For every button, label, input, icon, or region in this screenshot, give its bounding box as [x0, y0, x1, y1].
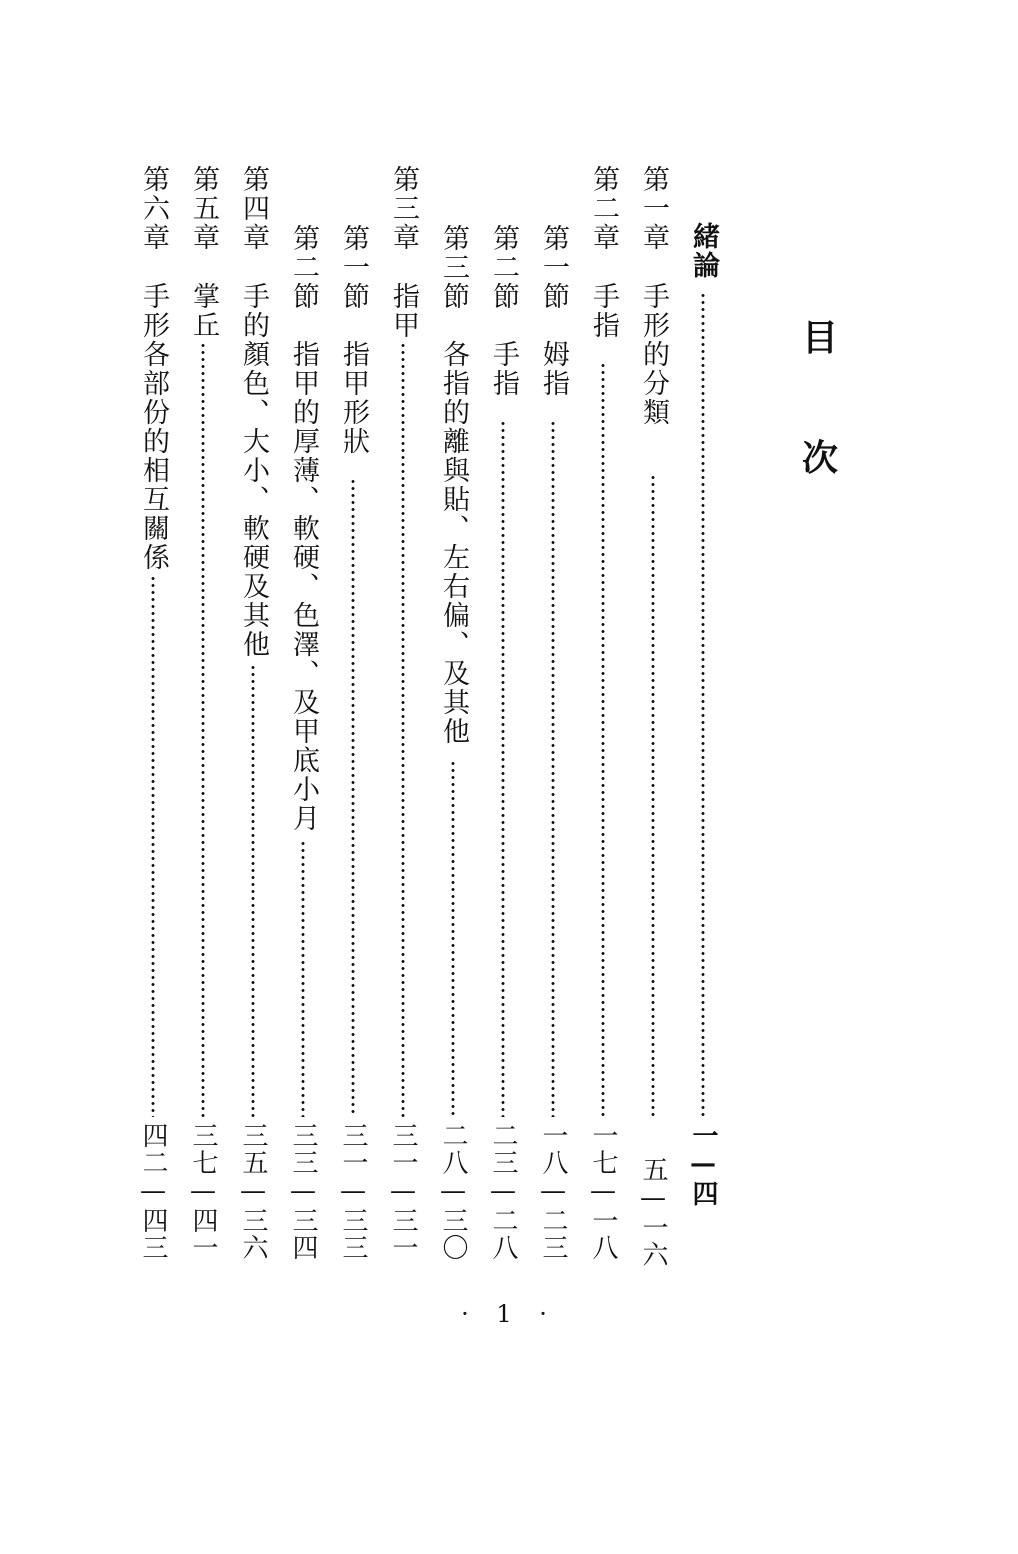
entry-title: 指甲的厚薄、軟硬、色澤、及甲底小月: [288, 340, 319, 833]
entry-pages: 一七—一八: [588, 1122, 618, 1261]
entry-title: 手指: [588, 282, 619, 340]
entry-pages: 三七—四一: [188, 1122, 218, 1261]
dot-leader: [251, 664, 255, 1117]
toc-entry-chapter-5: [185, 0, 221, 1300]
entry-title: 掌丘: [188, 282, 219, 340]
entry-title: 手的顏色、大小、軟硬及其他: [238, 282, 269, 659]
toc-entry-chapter-3: [385, 0, 421, 1300]
entry-title: 手形各部份的相互關係: [138, 282, 169, 572]
dot-leader: [351, 478, 355, 1117]
dot-leader: [451, 760, 455, 1117]
entry-title: 各指的離與貼、左右偏、及其他: [438, 340, 469, 746]
entry-label: 第五章: [188, 165, 219, 252]
dot-leader: [551, 420, 555, 1117]
toc-entry-section-2-1: [535, 0, 571, 1300]
toc-entry-section-3-1: [335, 0, 371, 1300]
entry-label: 第六章: [138, 165, 169, 252]
dot-leader: [601, 362, 605, 1117]
page-number: · 1 ·: [461, 1300, 557, 1328]
entry-label: 第一節: [338, 224, 369, 311]
entry-pages: 一八—二三: [538, 1122, 568, 1261]
entry-label: 第一章: [638, 165, 669, 252]
entry-label: 第一節: [538, 224, 569, 311]
toc-entry-chapter-6: [135, 0, 171, 1300]
entry-title: 緒論: [688, 222, 719, 280]
entry-pages: 五—一六: [638, 1156, 668, 1268]
toc-entry-introduction: [685, 0, 721, 1300]
dot-leader: [501, 420, 505, 1117]
dot-leader: [651, 474, 655, 1117]
page-title: [795, 318, 845, 498]
dot-leader: [701, 292, 705, 1117]
entry-label: 第三節: [438, 224, 469, 311]
entry-title: 指甲: [388, 282, 419, 340]
dot-leader: [151, 575, 155, 1117]
entry-pages: 四二—四三: [138, 1122, 168, 1261]
entry-pages: 二八—三〇: [438, 1122, 468, 1261]
entry-title: 手指: [488, 340, 519, 398]
toc-entry-section-2-2: [485, 0, 521, 1300]
toc-entry-section-2-3: [435, 0, 471, 1300]
dot-leader: [201, 342, 205, 1117]
toc-entry-chapter-2: [585, 0, 621, 1300]
entry-title: 指甲形狀: [338, 340, 369, 456]
entry-pages: 二三—二八: [488, 1122, 518, 1261]
entry-pages: 三三—三四: [288, 1122, 318, 1261]
toc-entry-section-3-2: [285, 0, 321, 1300]
entry-label: 第二節: [488, 224, 519, 311]
title-char: 次: [801, 437, 838, 479]
entry-pages: 一—四: [688, 1122, 718, 1207]
toc-entry-chapter-4: [235, 0, 271, 1300]
entry-pages: 三五—三六: [238, 1122, 268, 1261]
toc-entry-chapter-1: [635, 0, 671, 1300]
dot-leader: [401, 342, 405, 1117]
dot-leader: [301, 840, 305, 1117]
entry-pages: 三一—三三: [338, 1122, 368, 1261]
entry-label: 第二節: [288, 224, 319, 311]
entry-title: 手形的分類: [638, 282, 669, 427]
title-char: 目: [801, 317, 838, 359]
entry-label: 第四章: [238, 165, 269, 252]
entry-label: 第三章: [388, 165, 419, 252]
entry-title: 姆指: [538, 340, 569, 398]
entry-pages: 三一—三一: [388, 1122, 418, 1261]
entry-label: 第二章: [588, 165, 619, 252]
